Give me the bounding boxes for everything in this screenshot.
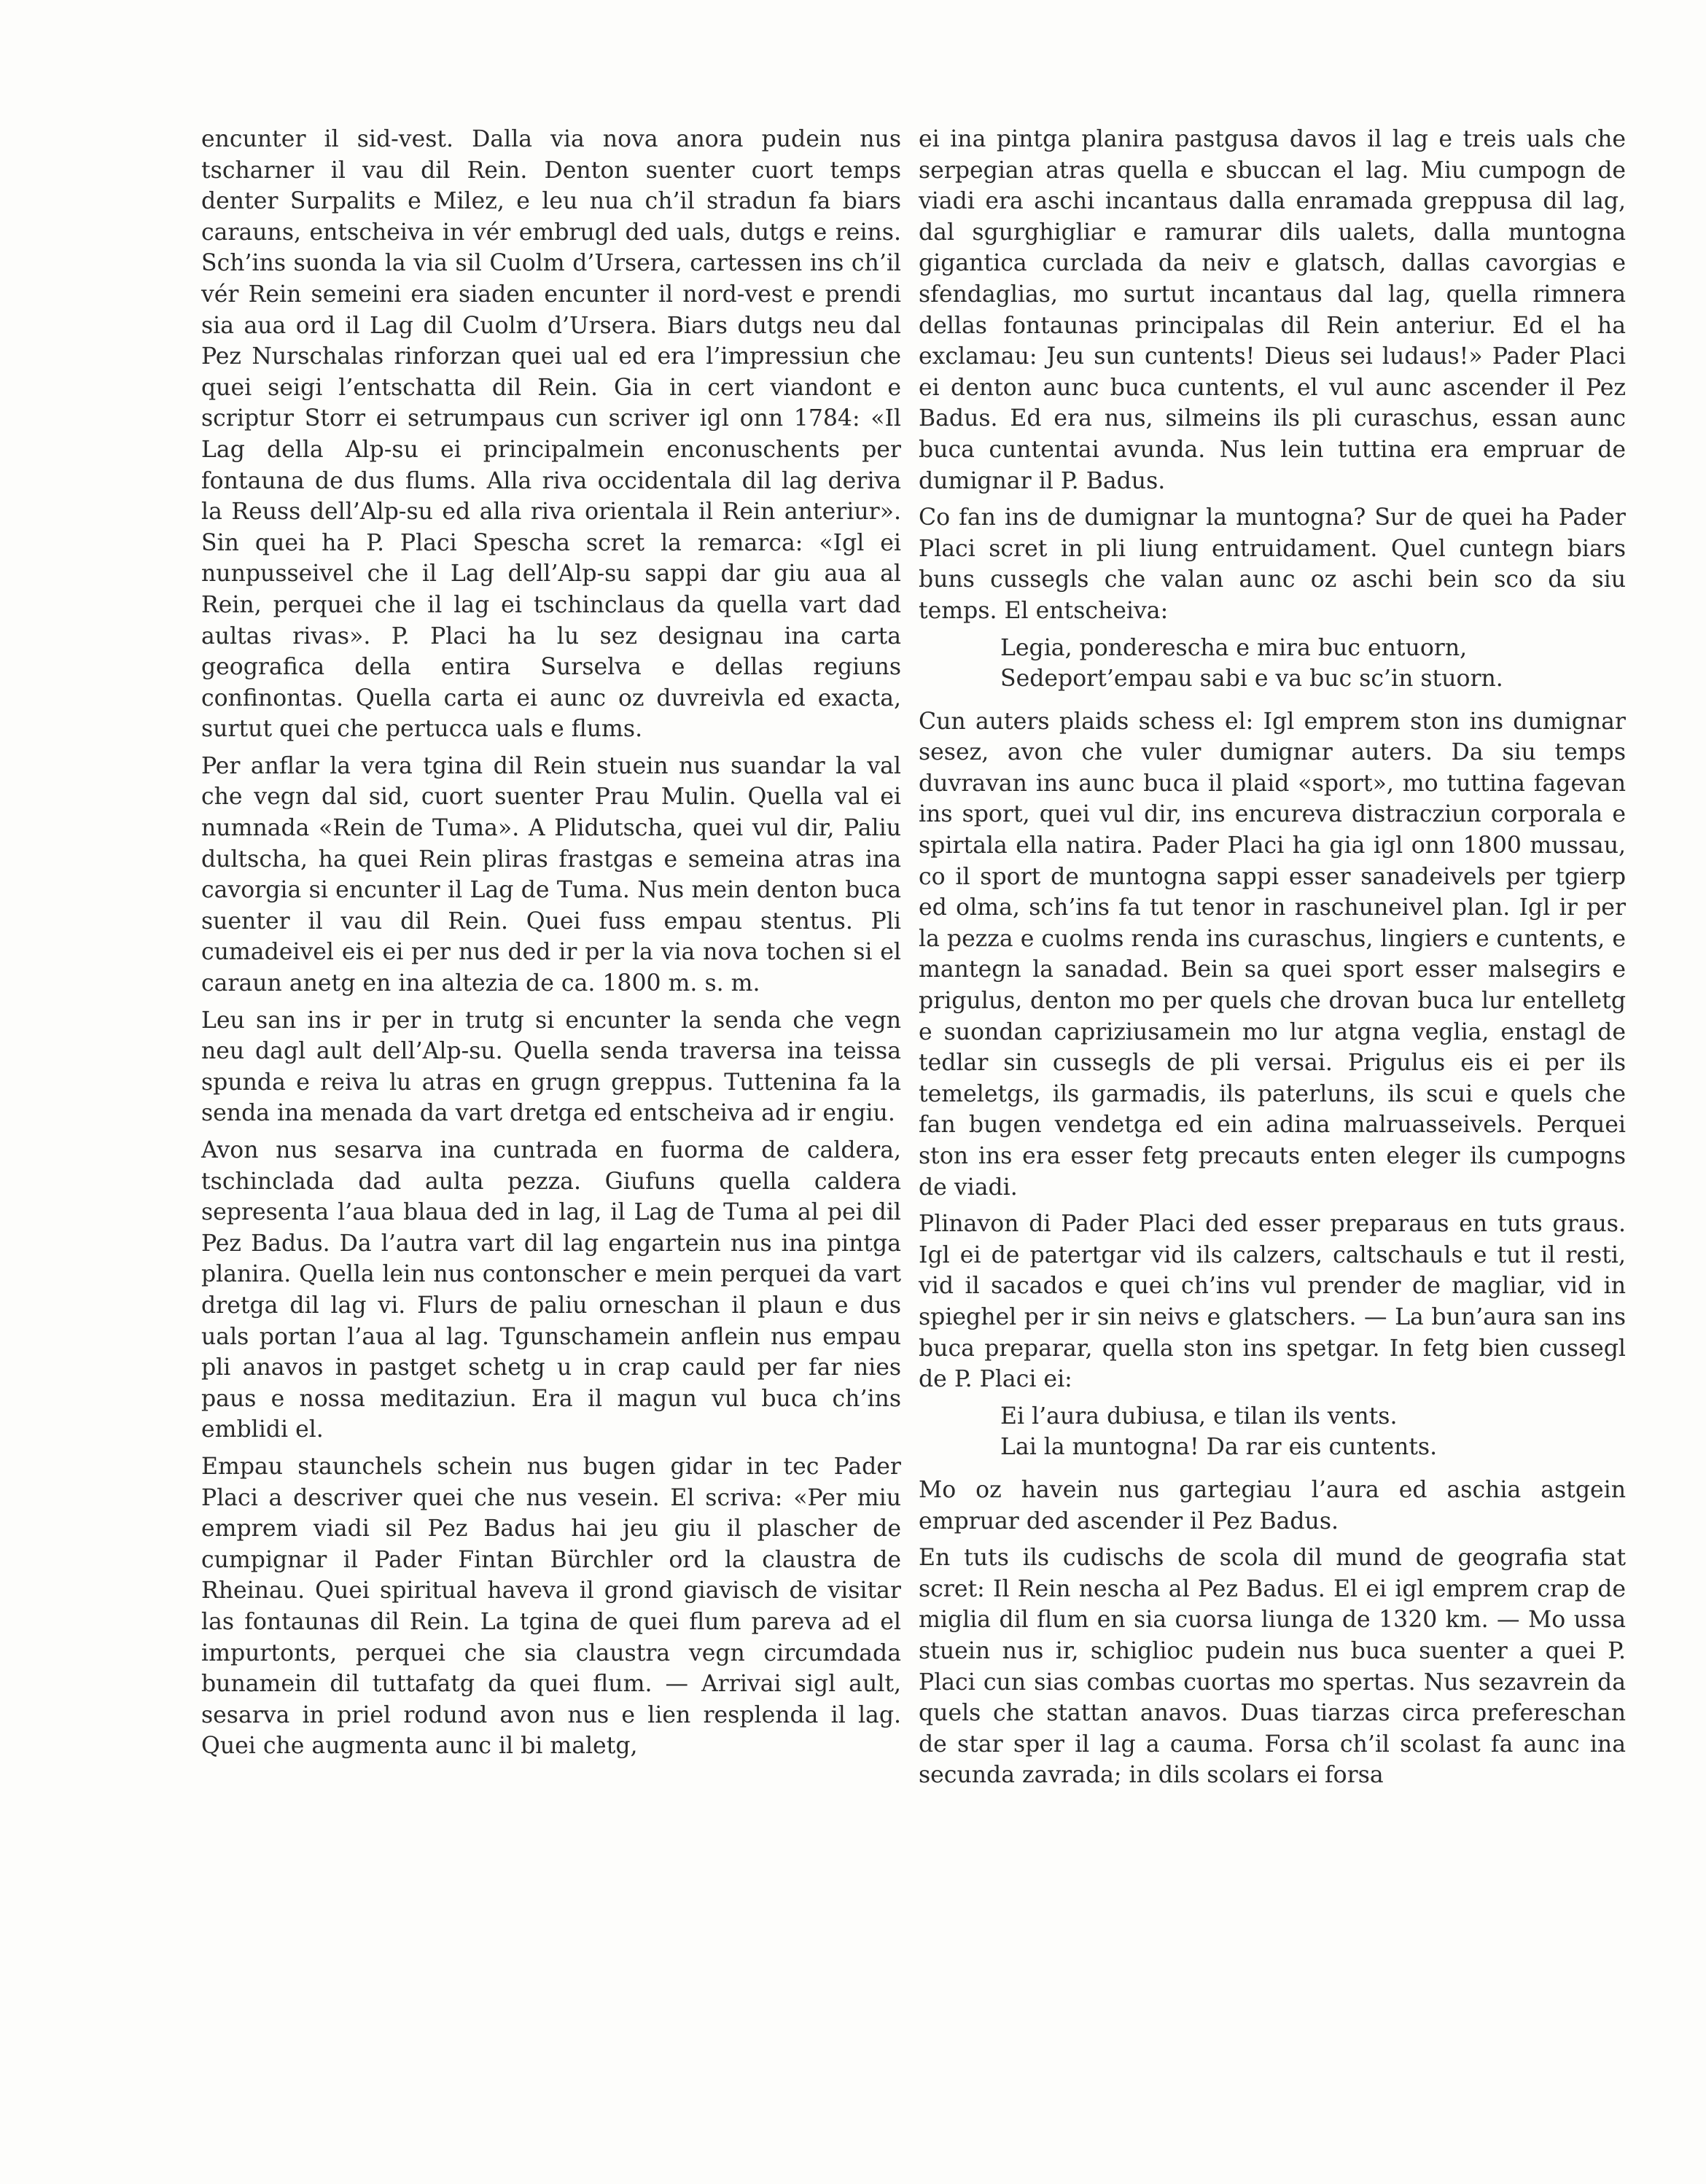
right-column: [919, 124, 1626, 1797]
paragraph: Plinavon di Pader Placi ded esser preparaus en tuts graus. Igl ei de patertgar vid ils calzers, caltschauls e tut il resti, vid il sacados e quei ch’ins vul prender de magliar, vid in spieghel per ir sin neivs e glatschers. — La bun’aura san ins buca preparar, quella ston ins spetgar. In fetg bien cussegl de P. Placi ei:: [919, 1211, 1626, 1393]
verse-quote: [919, 1401, 1626, 1463]
paragraph: Empau staunchels schein nus bugen gidar in tec Pader Placi a descriver quei che nus vesein. El scriva: «Per miu emprem viadi sil Pez Badus hai jeu giu il plascher de cumpignar il Pader Fintan Bürchler ord la claustra de Rheinau. Quei spiritual haveva il grond giavisch de visitar las fontaunas dil Rein. La tgina de quei flum pareva ad el impurtonts, perquei che sia claustra vegn circumdada bunamein dil tuttafatg da quei flum. — Arrivai sigl ault, sesarva in priel rodund avon nus e lien resplenda il lag. Quei che augmenta aunc il bi maletg,: [201, 1453, 901, 1760]
left-column: [201, 124, 901, 1768]
verse-line: Legia, ponderescha e mira buc entuorn,: [1000, 634, 1468, 661]
paragraph: Cun auters plaids schess el: Igl emprem ston ins dumignar sesez, avon che vuler dumignar auters. Da siu temps duvravan ins aunc buca il plaid «sport», mo tuttina fagevan ins sport, quei vul dir, ins encureva distracziun corporala e spirtala ella natira. Pader Placi ha gia igl onn 1800 mussau, co il sport de muntogna sappi esser sanadeivels per tgierp ed olma, sch’ins fa tut tenor in raschuneivel plan. Igl ir per la pezza e cuolms renda ins curaschus, lingiers e cuntents, e mantegn la sanadad. Bein sa quei sport esser malsegirs e prigulus, denton mo per quels che drovan buca lur entelletg e suondan capriziusamein mo lur atgna veglia, enstagl de tedlar sin cussegls de pli versai. Prigulus eis ei per ils temeletgs, ils garmadis, ils paterluns, ils scui e quels che fan bugen vendetga ed ein adina malruasseivels. Perquei ston ins era esser fetg precauts enten eleger ils cumpogns de viadi.: [919, 708, 1626, 1201]
paragraph: Mo oz havein nus gartegiau l’aura ed aschia astgein empruar ded ascender il Pez Badus.: [919, 1476, 1626, 1534]
verse-line: Ei l’aura dubiusa, e tilan ils vents.: [1000, 1403, 1398, 1430]
paragraph: Co fan ins de dumignar la muntogna? Sur de quei ha Pader Placi scret in pli liung entruidament. Quel cuntegn biars buns cussegls che valan aunc oz aschi bein sco da siu temps. El entscheiva:: [919, 504, 1626, 624]
paragraph: encunter il sid-vest. Dalla via nova anora pudein nus tscharner il vau dil Rein. Denton suenter cuort temps denter Surpalits e Milez, e leu nua ch’il stradun fa biars carauns, entscheiva in vér embrugl ded uals, dutgs e reins. Sch’ins suonda la via sil Cuolm d’Ursera, cartessen ins ch’il vér Rein semeini era siaden encunter il nord-vest e prendi sia aua ord il Lag dil Cuolm d’Ursera. Biars dutgs neu dal Pez Nurschalas rinforzan quei ual ed era l’impressiun che quei seigi l’entschatta dil Rein. Gia in cert viandont e scriptur Storr ei setrumpaus cun scriver igl onn 1784: «Il Lag della Alp-su ei principalmein enconuschents per fontauna de dus flums. Alla riva occidentala dil lag deriva la Reuss dell’Alp-su ed alla riva orientala il Rein anteriur». Sin quei ha P. Placi Spescha scret la remarca: «Igl ei nunpusseivel che il Lag dell’Alp-su sappi dar giu aua al Rein, perquei che il lag ei tschinclaus da quella vart dad aultas rivas». P. Placi ha lu sez designau ina carta geografica della entira Surselva e dellas regiuns confinontas. Quella carta ei aunc oz duvreivla ed exacta, surtut quei che pertucca uals e flums.: [201, 126, 901, 743]
verse-line: Sedeport’empau sabi e va buc sc’in stuorn.: [1000, 666, 1503, 693]
verse-line: Lai la muntogna! Da rar eis cuntents.: [1000, 1434, 1438, 1461]
paragraph: ei ina pintga planira pastgusa davos il lag e treis uals che serpegian atras quella e sbuccan el lag. Miu cumpogn de viadi era aschi incantaus dalla enramada greppusa dil lag, dal sgurghigliar e ramurar dils ualets, dalla muntogna gigantica curclada da neiv e glatsch, dallas cavorgias e sfendaglias, mo surtut incantaus dal lag, quella rimnera dellas fontaunas principalas dil Rein anteriur. Ed el ha exclamau: Jeu sun cuntents! Dieus sei ludaus!» Pader Placi ei denton aunc buca cuntents, el vul aunc ascender il Pez Badus. Ed era nus, silmeins ils pli curaschus, essan aunc buca cuntentai avunda. Nus lein tuttina era empruar de dumignar il P. Badus.: [919, 126, 1626, 494]
paragraph: En tuts ils cudischs de scola dil mund de geografia stat scret: Il Rein nescha al Pez Badus. El ei igl emprem crap de miglia dil flum en sia cuorsa liunga de 1320 km. — Mo ussa stuein nus ir, schiglioc pudein nus buca suenter a quei P. Placi cun sias combas cuortas mo spertas. Nus sezavrein da quels che stattan anavos. Duas tiarzas circa prefereschan de star sper il lag a cauma. Forsa ch’il scolast fa aunc ina secunda zavrada; in dils scolars ei forsa: [919, 1545, 1626, 1789]
verse-quote: [919, 633, 1626, 695]
paragraph: Avon nus sesarva ina cuntrada en fuorma de caldera, tschinclada dad aulta pezza. Giufuns quella caldera sepresenta l’aua blaua ded in lag, il Lag de Tuma al pei dil Pez Badus. Da l’autra vart dil lag engartein nus ina pintga planira. Quella lein nus contonscher e mein perquei da vart dretga dil lag vi. Flurs de paliu orneschan il plaun e dus uals portan l’aua al lag. Tgunschamein anflein nus empau pli anavos in pastget schetg u in crap cauld per far nies paus e nossa meditaziun. Era il magun vul buca ch’ins emblidi el.: [201, 1137, 901, 1443]
paragraph: Leu san ins ir per in trutg si encunter la senda che vegn neu dagl ault dell’Alp-su. Quella senda traversa ina teissa spunda e reiva lu atras en grugn greppus. Tuttenina fa la senda ina menada da vart dretga ed entscheiva ad ir engiu.: [201, 1007, 901, 1127]
paragraph: Per anflar la vera tgina dil Rein stuein nus suandar la val che vegn dal sid, cuort suenter Prau Mulin. Quella val ei numnada «Rein de Tuma». A Plidutscha, quei vul dir, Paliu dultscha, ha quei Rein pliras frastgas e semeina atras ina cavorgia si encunter il Lag de Tuma. Nus mein denton buca suenter il vau dil Rein. Quei fuss empau stentus. Pli cumadeivel eis ei per nus ded ir per la via nova tochen si el caraun anetg en ina altezia de ca. 1800 m. s. m.: [201, 752, 901, 997]
